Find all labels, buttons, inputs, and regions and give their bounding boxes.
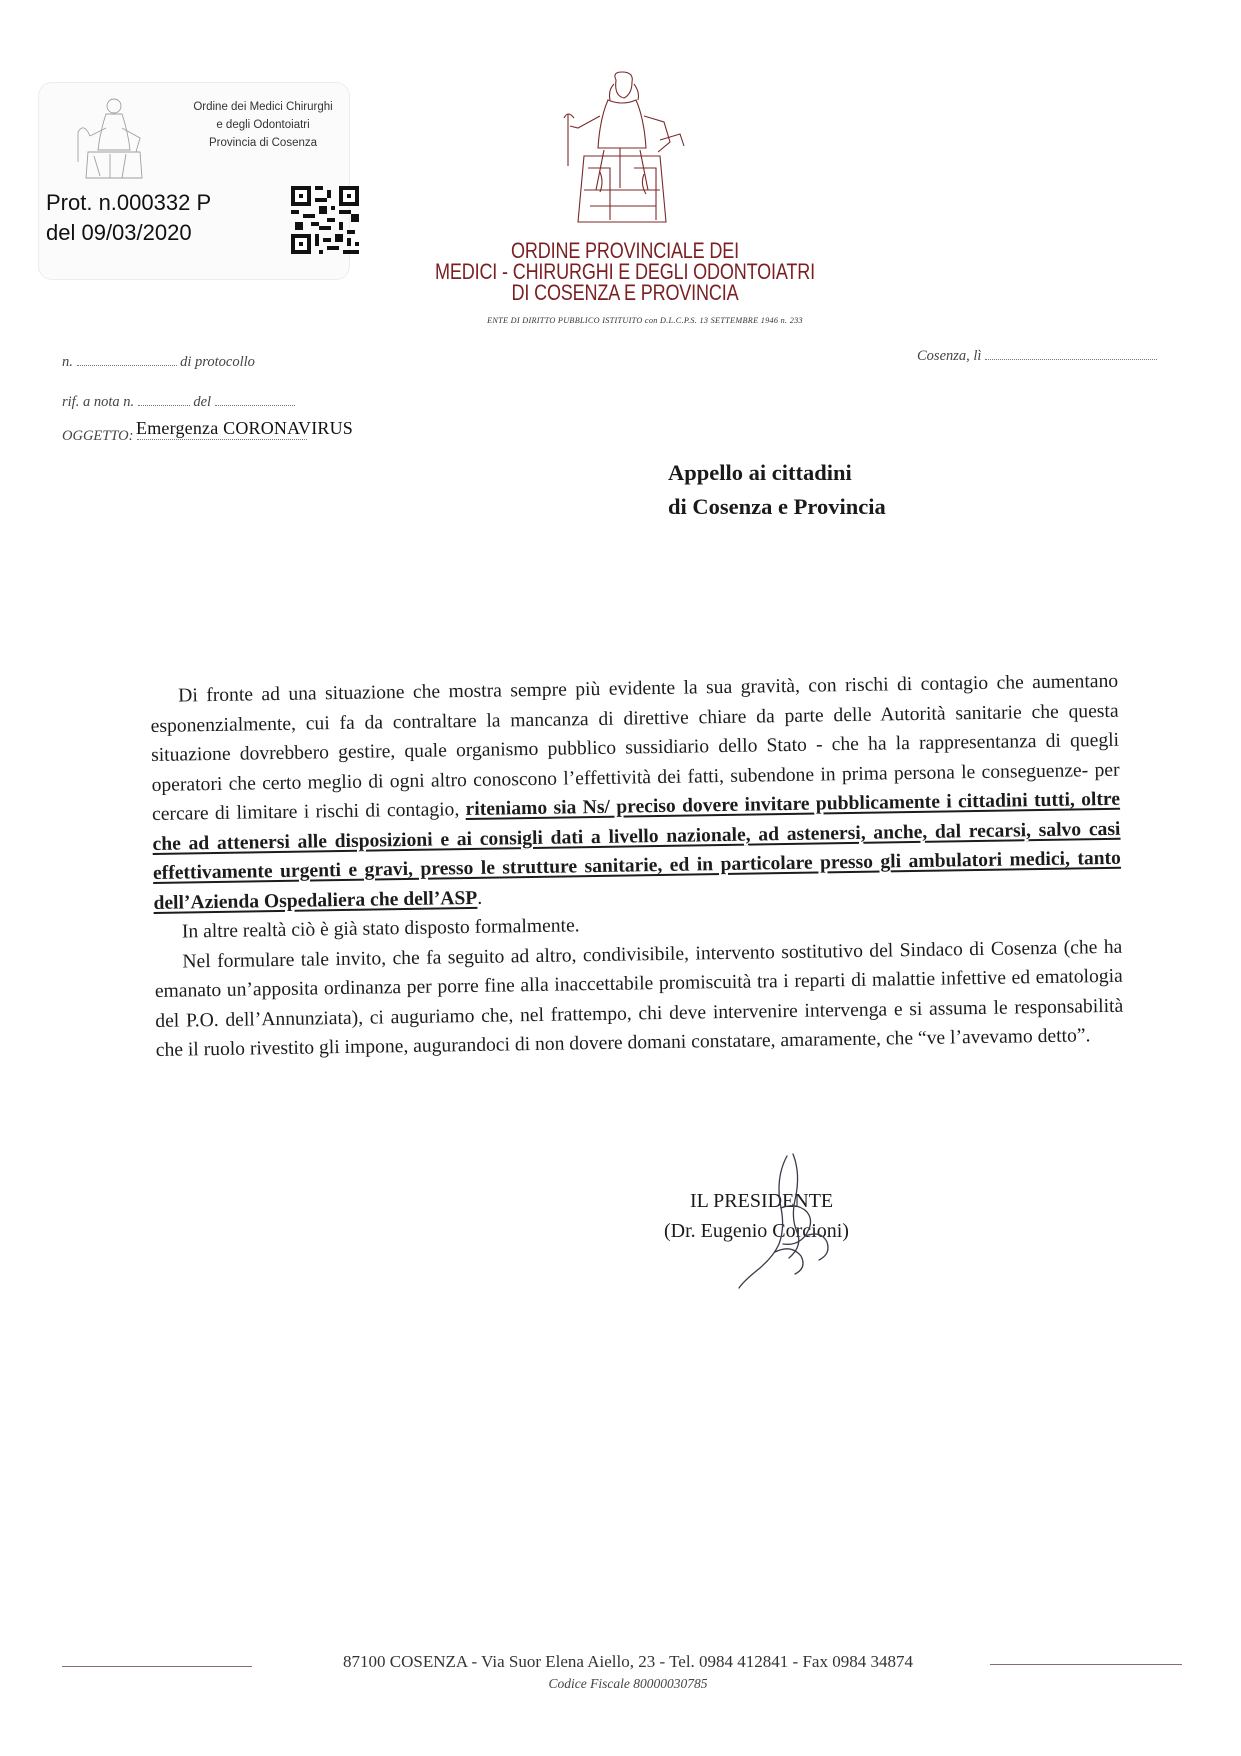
subject-label: OGGETTO: <box>62 428 134 444</box>
hippocrates-crest-icon <box>560 70 690 228</box>
letterhead-org-name <box>380 240 870 303</box>
blank-line <box>985 358 1157 360</box>
del-label: del <box>193 394 212 410</box>
body-paragraph: In altre realtà ciò è già stato disposto formalmente. <box>181 915 580 943</box>
letterhead-subtitle: ENTE DI DIRITTO PUBBLICO ISTITUITO con D.L.C.P.S. 13 SETTEMBRE 1946 n. 233 <box>487 316 803 325</box>
letterhead-line: ORDINE PROVINCIALE DEI <box>511 238 739 263</box>
subject-value: Emergenza CORONAVIRUS <box>136 418 354 438</box>
footer-tax-code: Codice Fiscale 80000030785 <box>548 1676 708 1691</box>
stamp-org-line: e degli Odontoiatri <box>216 119 310 131</box>
footer-address: 87100 COSENZA - Via Suor Elena Aiello, 23 - Tel. 0984 412841 - Fax 0984 34874 <box>343 1652 913 1671</box>
body-paragraph: Nel formulare tale invito, che fa seguito ad altro, condivisibile, intervento sostitutivo del Sindaco di Cosenza (che ha emanato un’apposita ordinanza per porre fine alla inaccettabile promiscuità tra i reparti di malattie infettive ed ematologia del P.O. dell’Annunziata), ci auguriamo che, nel frattempo, chi deve intervenire intervenga e si assuma le responsabilità che il ruolo rivestito gli impone, augurandoci di non dovere domani constatare, amaramente, che “ve l’avevamo detto”. <box>154 936 1124 1061</box>
protocol-label: di protocollo <box>180 354 255 370</box>
body-paragraph <box>150 667 1122 918</box>
rif-prefix: rif. a nota n. <box>62 394 135 410</box>
handwritten-signature-icon <box>735 1148 855 1296</box>
emphasized-appeal: riteniamo sia Ns/ preciso dovere invitare pubblicamente i cittadini tutti, oltre che ad attenersi alle disposizioni e ai consigli dati a livello nazionale, ad astenersi, anche, dal recarsi, salvo casi effettivamente urgenti e gravi, presso le strutture sanitarie, ed in particolare presso gli ambulatori medici, tanto dell’Azienda Ospedaliera che dell’ASP <box>152 788 1122 914</box>
paragraph-end: . <box>477 887 483 909</box>
protocol-number: Prot. n.000332 P <box>46 190 212 215</box>
paragraph-intro: Di fronte ad una situazione che mostra sempre più evidente la sua gravità, con rischi di contagio che aumentano esponenzialmente, cui fa da contraltare la mancanza di direttive chiare da parte delle Autorità sanitarie che questa situazione dovrebbero gestire, quale organismo pubblico sussidiario dello Stato - che ha la rappresentanza di quegli operatori che certo meglio di ogni altro conoscono l’effettività dei fatti, subendone in prima persona le conseguenze- per cercare di limitare i rischi di contagio, <box>150 670 1120 825</box>
letterhead-line: DI COSENZA E PROVINCIA <box>511 280 739 305</box>
blank-line <box>138 404 190 406</box>
stamp-org-name <box>178 98 348 152</box>
letterhead-line: MEDICI - CHIRURGHI E DEGLI ODONTOIATRI <box>435 259 815 284</box>
signatory-name: (Dr. Eugenio Corcioni) <box>664 1220 849 1242</box>
reference-field <box>62 394 295 411</box>
letter-body <box>150 667 1124 1066</box>
blank-line <box>77 364 177 366</box>
signatory-title: IL PRESIDENTE <box>690 1190 834 1212</box>
footer-rule-left <box>62 1666 252 1667</box>
appeal-line: Appello ai cittadini <box>668 460 852 485</box>
protocol-number-field <box>62 354 255 371</box>
order-emblem-icon <box>70 92 158 184</box>
protocol-date: del 09/03/2020 <box>46 220 192 245</box>
place-label: Cosenza, lì <box>917 348 982 364</box>
qr-code-icon <box>291 186 359 254</box>
n-prefix: n. <box>62 354 73 370</box>
place-date-field <box>917 348 1157 365</box>
protocol-stamp <box>38 82 350 280</box>
stamp-org-line: Ordine dei Medici Chirurghi <box>193 101 333 113</box>
blank-line <box>215 404 295 406</box>
footer-rule-right <box>990 1664 1182 1665</box>
stamp-org-line: Provincia di Cosenza <box>208 137 318 149</box>
appeal-heading <box>668 456 886 524</box>
appeal-line: di Cosenza e Provincia <box>668 494 886 519</box>
